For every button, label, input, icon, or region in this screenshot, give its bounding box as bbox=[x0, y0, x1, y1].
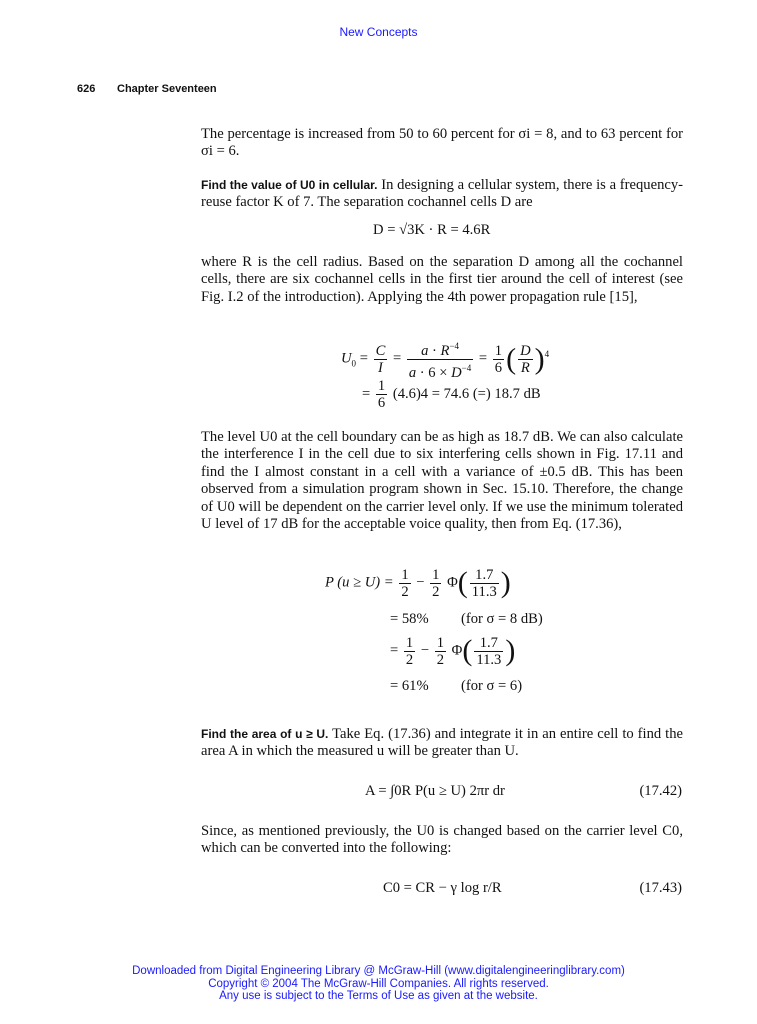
equation-u0-value: (4.6)4 = 74.6 (=) 18.7 dB bbox=[392, 385, 541, 402]
paragraph-2 bbox=[201, 177, 683, 212]
header-link[interactable]: New Concepts bbox=[339, 25, 418, 39]
footer-download-link[interactable]: Downloaded from Digital Engineering Library @ McGraw-Hill (www.digitalengineeringlibrary.com) bbox=[132, 965, 625, 977]
paragraph-3: where R is the cell radius. Based on the separation D among all the cochannel cells, there are six cochannel cells in the first tier around the cell of interest (see Fig. I.2 of the introduction). Applying the 4th power propagation rule [15], bbox=[201, 254, 683, 305]
paragraph-1: The percentage is increased from 50 to 60 percent for σi = 8, and to 63 percent for σi = 6. bbox=[201, 126, 683, 160]
paragraph-5 bbox=[201, 726, 683, 761]
paragraph-5-text: Take Eq. (17.36) and integrate it in an entire cell to find the area A in which the measured u will be greater than U. bbox=[201, 726, 684, 760]
equation-u0: $U_0$ = $\frac{C}{I}$ = $\frac{a \cdot R^{-4}}{a \cdot 6 \times D^{-4}}$ = $\frac{1}{6}$ ( $\frac{D}{R}$ )$^4$ bbox=[341, 338, 549, 381]
equation-p-2: = $\frac{1}{2}$ − $\frac{1}{2}$ Φ( $\frac{1.7}{11.3}$ ) bbox=[390, 634, 516, 668]
result-1-condition: (for σ = 8 dB) bbox=[461, 611, 543, 627]
equation-d: D = √3K · R = 4.6R bbox=[373, 222, 491, 238]
equation-a: A = ∫0R P(u ≥ U) 2πr dr bbox=[365, 783, 505, 799]
footer bbox=[0, 965, 757, 1003]
result-1: = 58% bbox=[390, 611, 429, 627]
frac-num-2: 1.7 bbox=[474, 635, 503, 652]
paragraph-2-text: In designing a cellular system, there is a frequency-reuse factor K of 7. The separation cochannel cells D are bbox=[201, 177, 683, 211]
frac-den-1: 11.3 bbox=[471, 583, 497, 600]
paragraph-6: Since, as mentioned previously, the U0 is changed based on the carrier level C0, which can be converted into the following: bbox=[201, 823, 683, 857]
paragraph-4: The level U0 at the cell boundary can be as high as 18.7 dB. We can also calculate the interference I in the cell due to six interfering cells shown in Fig. 17.11 and find the I almost constant in a cell with a variance of ±0.5 dB. This has been observed from a simulation program shown in Sec. 15.10. Therefore, the change of U0 will be dependent on the carrier level only. If we use the minimum tolerated U level of 17 dB for the acceptable voice quality, then from Eq. (17.36), bbox=[201, 429, 683, 533]
equation-c0-number: (17.43) bbox=[639, 880, 682, 896]
equation-a-number: (17.42) bbox=[639, 783, 682, 799]
frac-den-2: 11.3 bbox=[476, 651, 502, 668]
equation-u0-line2: = $\frac{1}{6}$ (4.6)4 = 74.6 (=) 18.7 dB bbox=[362, 378, 541, 411]
result-2: = 61% bbox=[390, 678, 429, 694]
frac-num-1: 1.7 bbox=[470, 567, 499, 584]
equation-c0: C0 = CR − γ log r/R bbox=[383, 880, 502, 896]
equation-p-lhs: P (u ≥ U) = bbox=[325, 574, 394, 591]
footer-copyright: Copyright © 2004 The McGraw-Hill Companies. All rights reserved. bbox=[208, 977, 549, 990]
chapter-title: Chapter Seventeen bbox=[117, 83, 217, 95]
equation-p-1: P (u ≥ U) = $\frac{1}{2}$ − $\frac{1}{2}$ Φ( $\frac{1.7}{11.3}$ ) bbox=[325, 566, 511, 600]
runin-heading-area: Find the area of u ≥ U. bbox=[201, 727, 329, 741]
page-number: 626 bbox=[77, 83, 96, 95]
runin-heading-u0: Find the value of U0 in cellular. bbox=[201, 178, 378, 192]
result-2-condition: (for σ = 6) bbox=[461, 678, 523, 694]
footer-terms: Any use is subject to the Terms of Use as given at the website. bbox=[219, 990, 538, 1002]
